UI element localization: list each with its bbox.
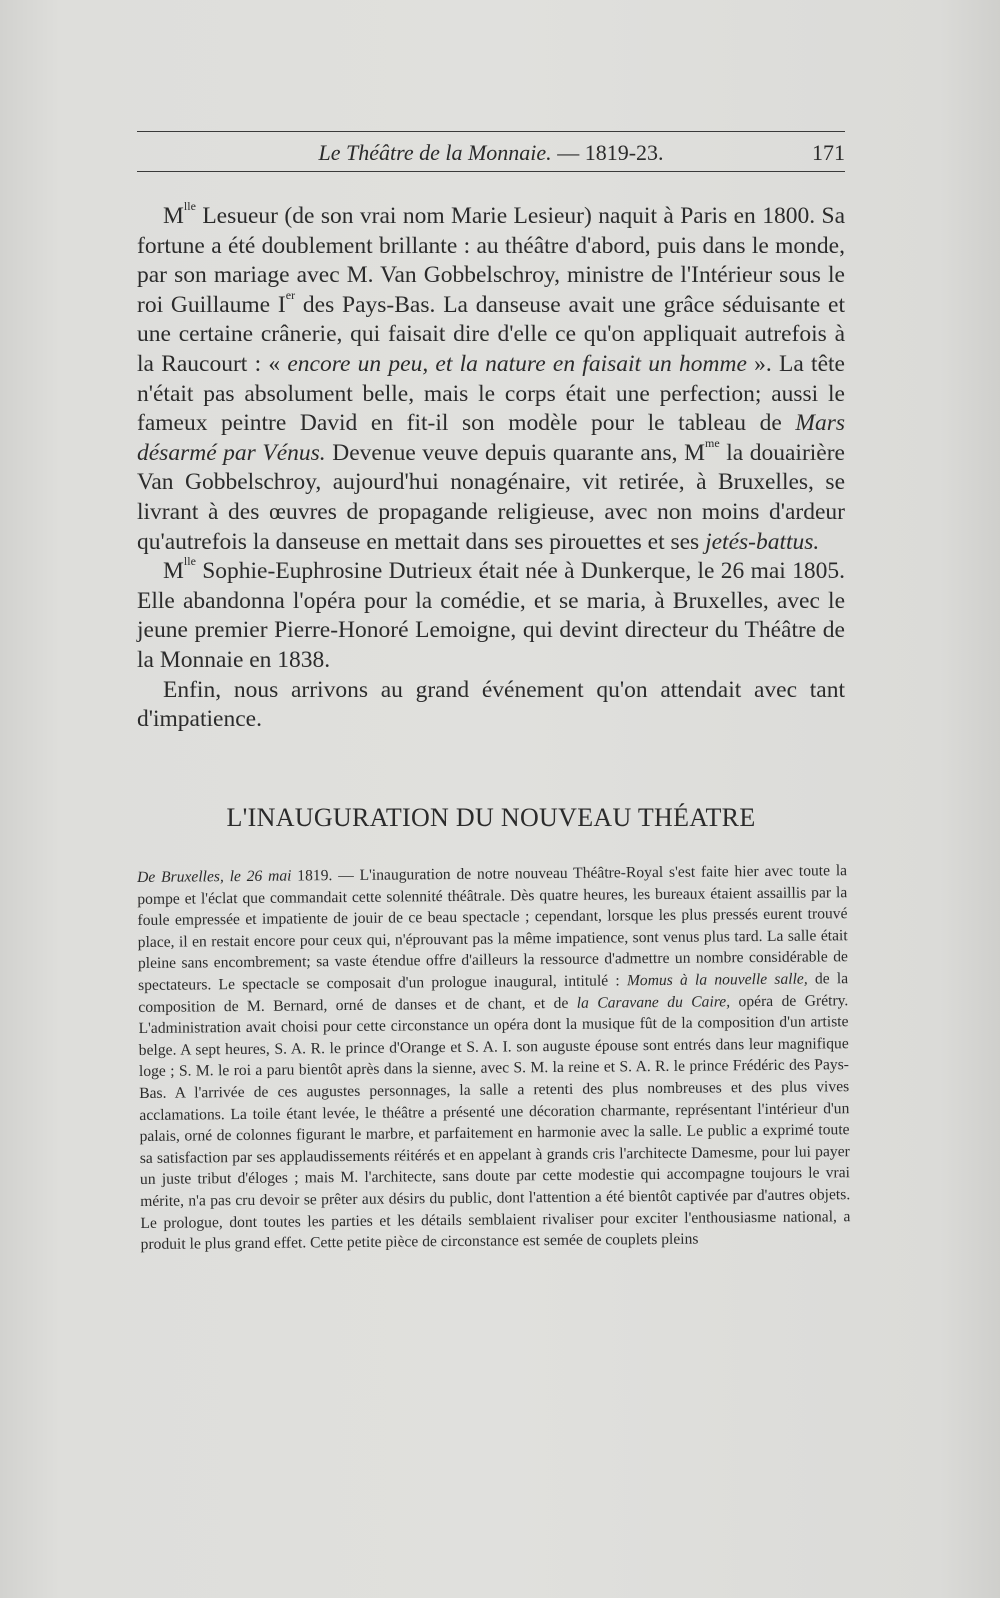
- prologue-title: Momus à la nouvelle salle,: [626, 970, 808, 990]
- quote-italic: encore un peu, et la nature en faisait un homme: [287, 350, 747, 377]
- dateline: De Bruxelles, le 26 mai: [137, 867, 292, 886]
- page-number: 171: [812, 140, 845, 165]
- running-head: [137, 140, 845, 168]
- newspaper-excerpt: [137, 860, 851, 1255]
- body-text: [137, 199, 845, 735]
- header-rule-bottom: [137, 171, 845, 172]
- running-head-title: Le Théâtre de la Monnaie. — 1819-23.: [318, 140, 664, 165]
- news-paragraph: De Bruxelles, le 26 mai 1819. — L'inauguration de notre nouveau Théâtre-Royal s'est faite hier avec toute la pompe et l'éclat que commandait cette solennité théâtrale. Dès quatre heures, les bureaux étaient assaillis par la foule empressée et impatiente de jouir de ce beau spectacle ; cependant, lorsque les plus pressés eurent trouvé place, il en restait encore pour ceux qui, n'éprouvant pas la même impatience, sont venus plus tard. La salle était pleine sans encombrement; sa vaste étendue offre d'ailleurs la ressource d'admettre un nombre considérable de spectateurs. Le spectacle se composait d'un prologue inaugural, intitulé : Momus à la nouvelle salle, de la composition de M. Bernard, orné de danses et de chant, et de la Caravane du Caire, opéra de Grétry. L'administration avait choisi pour cette circonstance un opéra dont la musique fût de la composition d'un artiste belge. A sept heures, S. A. R. le prince d'Orange et S. A. I. son auguste épouse sont entrés dans leur magnifique loge ; S. M. le roi a paru bientôt après dans la sienne, avec S. M. la reine et S. A. R. le prince Frédéric des Pays-Bas. A l'arrivée de ces augustes personnages, la salle a retenti des plus nombreuses et des plus vives acclamations. La toile étant levée, le théâtre a présenté une décoration charmante, représentant l'intérieur d'un palais, orné de colonnes figurant le marbre, et parfaitement en harmonie avec la salle. Le public a exprimé toute sa satisfaction par ses applaudissements réitérés et en appelant à grands cris l'architecte Damesme, pour lui payer un juste tribut d'éloges ; mais M. l'architecte, sans doute par cette modestie qui accompagne toujours le vrai mérite, n'a pas cru devoir se prêter aux désirs du public, dont l'attention a été bientôt captivée par d'autres objets. Le prologue, dont toutes les parties et les détails semblaient rivaliser pour exciter l'enthousiasme national, a produit le plus grand effet. Cette petite pièce de circonstance est semée de couplets pleins: [137, 862, 851, 1254]
- paragraph-enfin: Enfin, nous arrivons au grand événement qu'on attendait avec tant d'impatience.: [137, 676, 845, 733]
- paragraph-lesueur: $M^{lle}$ Lesueur (de son vrai nom Marie Lesieur) naquit à Paris en 1800. Sa fortune a été doublement brillante : au théâtre d'abord, puis dans le monde, par son mariage avec M. Van Gobbelschroy, ministre de l'Intérieur sous le roi Guillaume Ier des Pays-Bas. La danseuse avait une grâce séduisante et une certaine crânerie, qui faisait dire d'elle ce qu'on appliquait autrefois à la Raucourt : « encore un peu, et la nature en faisait un homme ». La tête n'était pas absolument belle, mais le corps était une perfection; aussi le fameux peintre David en fit-il son modèle pour le tableau de Mars désarmé par Vénus. Devenue veuve depuis quarante ans, $M^{me}$ la douairière Van Gobbelschroy, aujourd'hui nonagénaire, vit retirée, à Bruxelles, se livrant à des œuvres de propagande religieuse, avec non moins d'ardeur qu'autrefois la danseuse en mettait dans ses pirouettes et ses jetés-battus.: [137, 199, 845, 555]
- painting-title: Mars désarmé par Vénus.: [137, 410, 845, 466]
- section-heading: L'INAUGURATION DU NOUVEAU THÉATRE: [226, 803, 756, 832]
- header-rule-top: [137, 131, 845, 132]
- paragraph-dutrieux: $M^{lle}$ Sophie-Euphrosine Dutrieux était née à Dunkerque, le 26 mai 1805. Elle abandonna l'opéra pour la comédie, et se maria, à Bruxelles, avec le jeune premier Pierre-Honoré Lemoigne, qui devint directeur du Théâtre de la Monnaie en 1838.: [137, 554, 845, 673]
- jetes-battus: jetés-battus.: [705, 528, 820, 555]
- opera-title: la Caravane du Caire,: [576, 992, 731, 1012]
- running-head-years: 1819-23.: [584, 140, 664, 165]
